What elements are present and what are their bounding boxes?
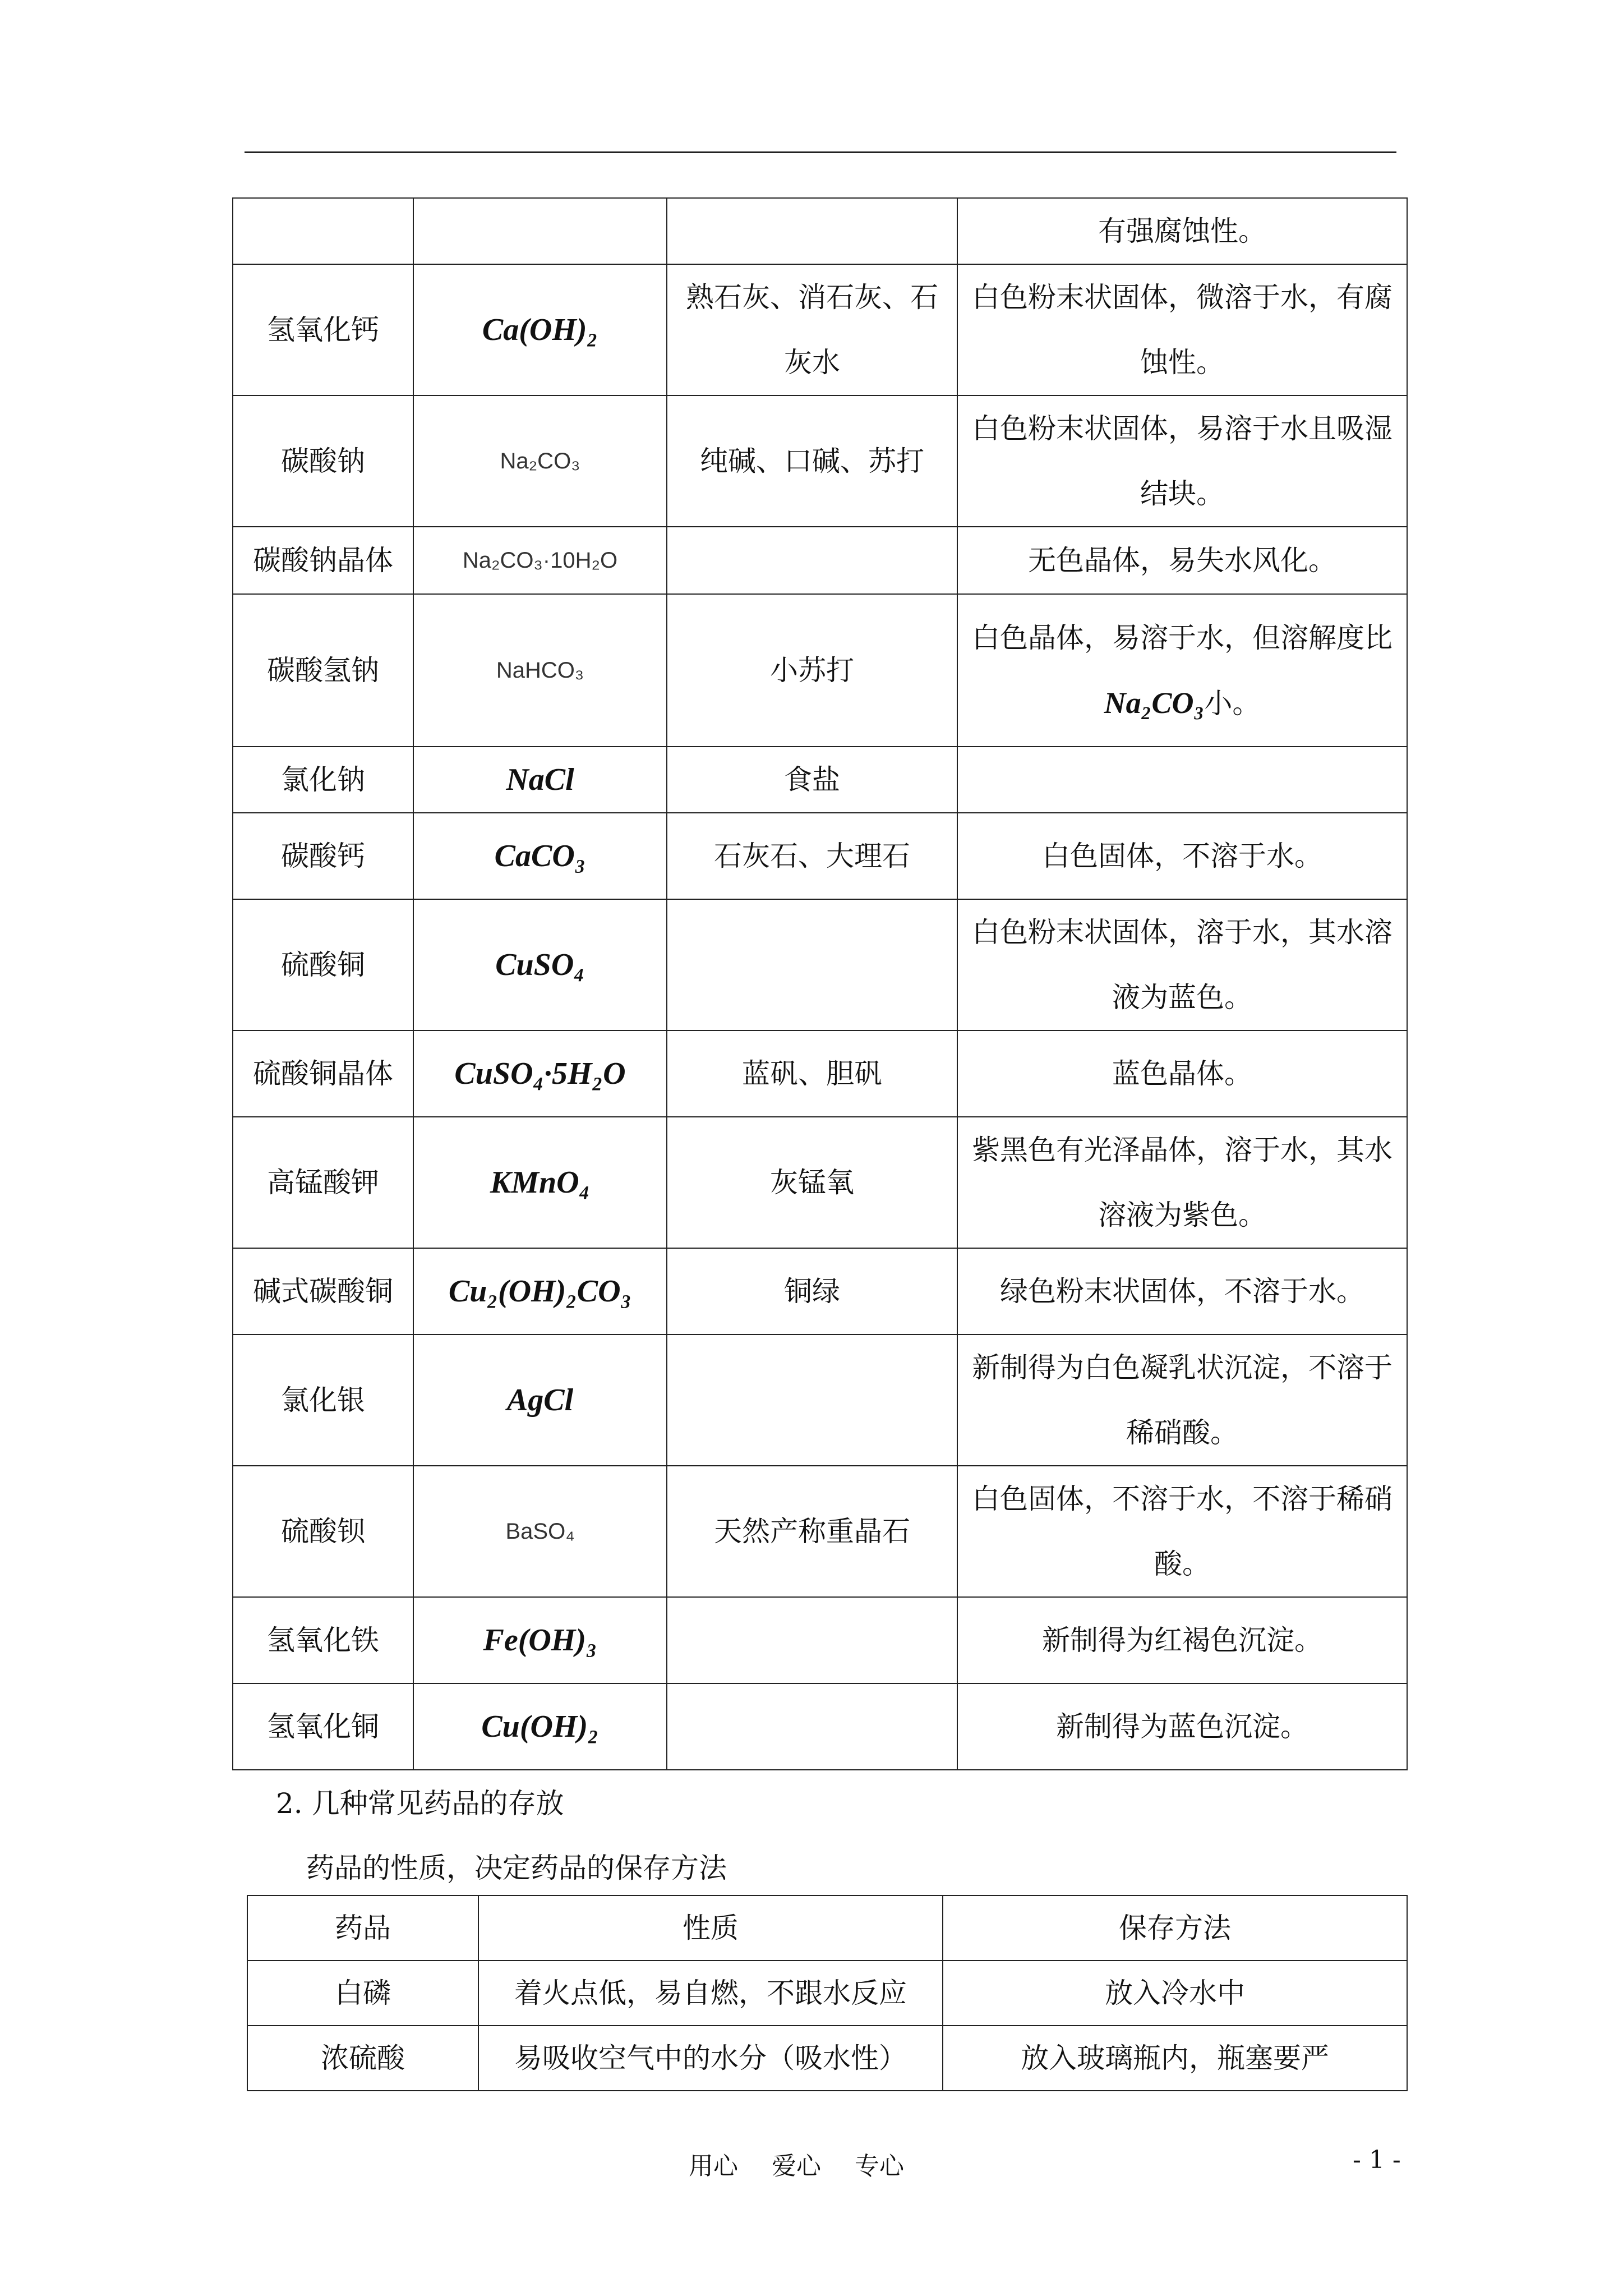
table-row: [233, 1248, 1407, 1335]
chemical-formula: CaCO₃: [413, 813, 667, 899]
common-name: 蓝矾、胆矾: [667, 1030, 957, 1117]
common-name: 纯碱、口碱、苏打: [667, 395, 957, 527]
chemical-formula: Na₂CO₃: [413, 395, 667, 527]
chemical-formula: KMnO₄: [413, 1117, 667, 1248]
column-header: 保存方法: [943, 1895, 1407, 1961]
chemical-formula: CuSO₄: [413, 899, 667, 1030]
chemical-property: 白色固体，不溶于水。: [957, 813, 1407, 899]
table-row: [233, 813, 1407, 899]
chemical-property: 白色固体，不溶于水，不溶于稀硝酸。: [957, 1466, 1407, 1597]
section-intro: 药品的性质，决定药品的保存方法: [306, 1852, 727, 1884]
chemical-name: 氯化银: [233, 1335, 413, 1466]
chemical-name: 碳酸氢钠: [233, 594, 413, 747]
chemical-formula: Cu₂(OH)₂CO₃: [413, 1248, 667, 1335]
common-name: 天然产称重晶石: [667, 1466, 957, 1597]
common-name: [667, 1335, 957, 1466]
table-row: [233, 395, 1407, 527]
chemical-name: 氢氧化钙: [233, 264, 413, 395]
footer-motto: [689, 2146, 904, 2182]
common-name: 小苏打: [667, 594, 957, 747]
common-name: [667, 198, 957, 264]
header-rule: [245, 151, 1396, 153]
chemical-property: 有强腐蚀性。: [957, 198, 1407, 264]
chemical-name: 硫酸钡: [233, 1466, 413, 1597]
common-name: [667, 899, 957, 1030]
footer-word: 爱心: [772, 2152, 821, 2180]
reagent-property: 易吸收空气中的水分（吸水性）: [478, 2026, 943, 2091]
table-row: [233, 1683, 1407, 1770]
table-row: [233, 1466, 1407, 1597]
common-name: 铜绿: [667, 1248, 957, 1335]
chemical-name: 硫酸铜: [233, 899, 413, 1030]
chemical-name: 氢氧化铁: [233, 1597, 413, 1683]
chemical-formula: Cu(OH)₂: [413, 1683, 667, 1770]
common-name: [667, 527, 957, 594]
chemical-name: 碳酸钙: [233, 813, 413, 899]
chemical-name: 氯化钠: [233, 747, 413, 813]
chemical-name: 硫酸铜晶体: [233, 1030, 413, 1117]
chemical-formula: AgCl: [413, 1335, 667, 1466]
table-row: [247, 1961, 1407, 2026]
table-row: [233, 594, 1407, 747]
column-header: 药品: [247, 1895, 478, 1961]
chemical-name: [233, 198, 413, 264]
page-number: - 1 -: [1353, 2146, 1401, 2174]
chemical-formula: Ca(OH)₂: [413, 264, 667, 395]
chemical-formula: Na₂CO₃·10H₂O: [413, 527, 667, 594]
table-row: [233, 1335, 1407, 1466]
section-heading: 2. 几种常见药品的存放: [276, 1787, 564, 1820]
chemical-property: [957, 747, 1407, 813]
table-row: [233, 747, 1407, 813]
chemical-property: 蓝色晶体。: [957, 1030, 1407, 1117]
chemical-property: [957, 594, 1407, 747]
column-header: 性质: [478, 1895, 943, 1961]
chemical-formula: NaCl: [413, 747, 667, 813]
chemical-property: 白色粉末状固体，易溶于水且吸湿结块。: [957, 395, 1407, 527]
chemical-name: 碳酸钠: [233, 395, 413, 527]
footer-word: 专心: [855, 2152, 904, 2180]
chemical-formula: CuSO₄·5H₂O: [413, 1030, 667, 1117]
chemical-name: 高锰酸钾: [233, 1117, 413, 1248]
chemical-formula: Fe(OH)₃: [413, 1597, 667, 1683]
chemical-property: 白色粉末状固体，微溶于水，有腐蚀性。: [957, 264, 1407, 395]
table-row: [233, 264, 1407, 395]
storage-method: 放入冷水中: [943, 1961, 1407, 2026]
chemical-property: 绿色粉末状固体，不溶于水。: [957, 1248, 1407, 1335]
chemical-name: 碱式碳酸铜: [233, 1248, 413, 1335]
chemical-property: 白色粉末状固体，溶于水，其水溶液为蓝色。: [957, 899, 1407, 1030]
reagent-name: 浓硫酸: [247, 2026, 478, 2091]
table-row: [233, 1030, 1407, 1117]
storage-table: [247, 1895, 1408, 2091]
storage-method: 放入玻璃瓶内，瓶塞要严: [943, 2026, 1407, 2091]
chemicals-table: [232, 197, 1408, 1770]
table-row: [233, 899, 1407, 1030]
table-row: [233, 1117, 1407, 1248]
chemical-property: 新制得为白色凝乳状沉淀，不溶于稀硝酸。: [957, 1335, 1407, 1466]
table-row: [233, 527, 1407, 594]
chemical-name: 碳酸钠晶体: [233, 527, 413, 594]
chemical-formula: NaHCO₃: [413, 594, 667, 747]
common-name: 灰锰氧: [667, 1117, 957, 1248]
chemical-formula: [413, 198, 667, 264]
table-row: [247, 2026, 1407, 2091]
chemical-property: 紫黑色有光泽晶体，溶于水，其水溶液为紫色。: [957, 1117, 1407, 1248]
chemical-property: 无色晶体，易失水风化。: [957, 527, 1407, 594]
table-row: [233, 1597, 1407, 1683]
chemical-name: 氢氧化铜: [233, 1683, 413, 1770]
common-name: [667, 1683, 957, 1770]
property-text: 白色晶体，易溶于水，但溶解度比: [972, 621, 1393, 654]
common-name: [667, 1597, 957, 1683]
chemical-property: 新制得为红褐色沉淀。: [957, 1597, 1407, 1683]
table-header-row: [247, 1895, 1407, 1961]
common-name: 石灰石、大理石: [667, 813, 957, 899]
chemical-property: 新制得为蓝色沉淀。: [957, 1683, 1407, 1770]
common-name: 熟石灰、消石灰、石灰水: [667, 264, 957, 395]
common-name: 食盐: [667, 747, 957, 813]
table-row: [233, 198, 1407, 264]
footer-word: 用心: [689, 2152, 738, 2180]
reagent-property: 着火点低，易自燃，不跟水反应: [478, 1961, 943, 2026]
chemical-formula: BaSO₄: [413, 1466, 667, 1597]
reagent-name: 白磷: [247, 1961, 478, 2026]
property-formula: Na₂CO₃: [1104, 685, 1205, 720]
property-text: 小。: [1204, 687, 1261, 720]
